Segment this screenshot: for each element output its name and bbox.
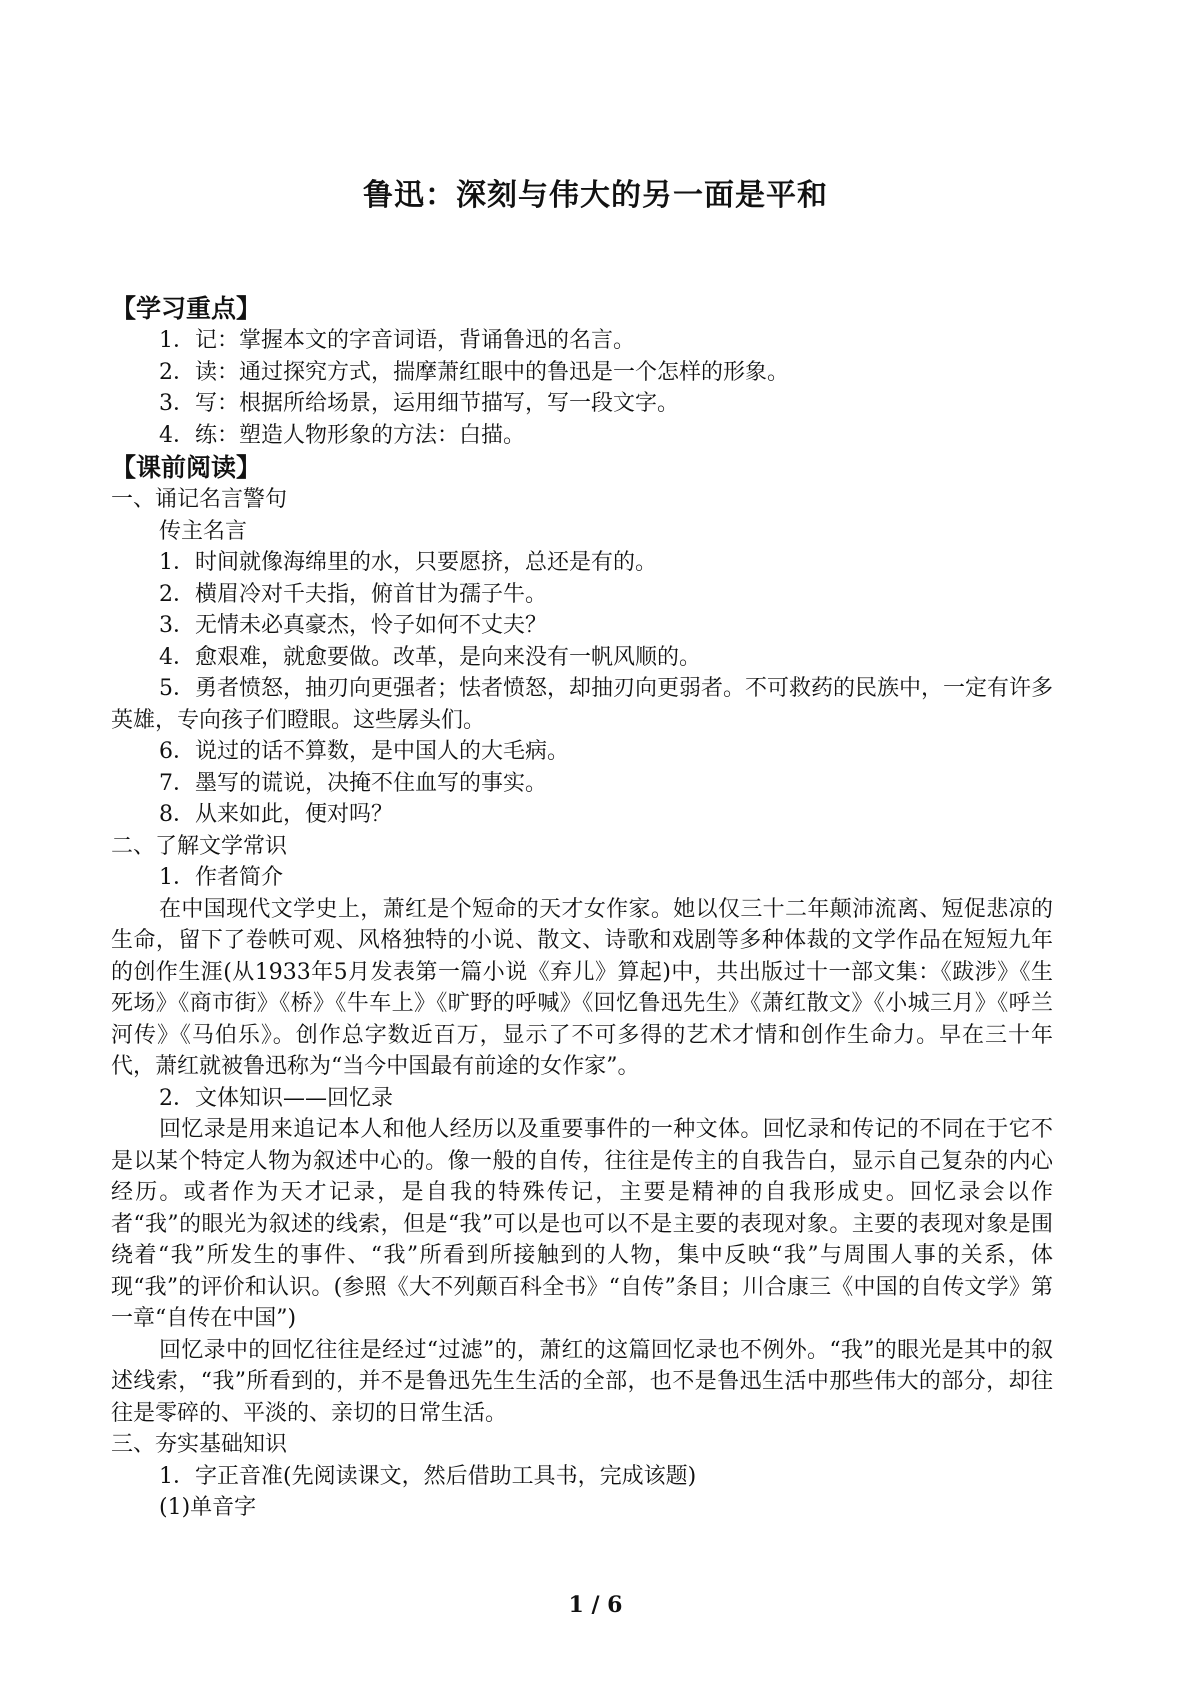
author-intro-paragraph: 在中国现代文学史上，萧红是个短命的天才女作家。她以仅三十二年颠沛流离、短促悲凉的生命，留下了卷帙可观、风格独特的小说、散文、诗歌和戏剧等多种体裁的文学作品在短短九年的创作生涯(从1933年5月发表第一篇小说《弃儿》算起)中，共出版过十一部文集：《跋涉》《生死场》《商市街》《桥》《牛车上》《旷野的呼喊》《回忆鲁迅先生》《萧红散文》《小城三月》《呼兰河传》《马伯乐》。创作总字数近百万，显示了不可多得的艺术才情和创作生命力。早在三十年代，萧红就被鲁迅称为“当今中国最有前途的女作家”。 <box>111 896 1053 1079</box>
section-heading-pre-reading: 【课前阅读】 <box>111 453 262 482</box>
study-focus-item: 4．练：塑造人物形象的方法：白描。 <box>159 422 525 448</box>
study-focus-item: 2．读：通过探究方式，揣摩萧红眼中的鲁迅是一个怎样的形象。 <box>159 359 789 385</box>
quote-item: 1．时间就像海绵里的水，只要愿挤，总还是有的。 <box>159 550 657 575</box>
quote-item: 6．说过的话不算数，是中国人的大毛病。 <box>159 739 569 764</box>
subsection-heading-literary-knowledge: 二、了解文学常识 <box>111 833 288 859</box>
study-focus-item: 1．记：掌握本文的字音词语，背诵鲁迅的名言。 <box>159 328 635 353</box>
quote-item: 8．从来如此，便对吗？ <box>159 802 393 827</box>
genre-heading: 2．文体知识——回忆录 <box>159 1085 393 1111</box>
author-intro-heading: 1．作者简介 <box>159 865 283 890</box>
document-body <box>111 292 1053 1524</box>
quote-item: 5．勇者愤怒，抽刃向更强者；怯者愤怒，却抽刃向更弱者。不可救药的民族中，一定有许多英雄，专向孩子们瞪眼。这些孱头们。 <box>111 676 1054 733</box>
quote-item: 7．墨写的谎说，决掩不住血写的事实。 <box>159 770 547 796</box>
quote-item: 2．横眉冷对千夫指，俯首甘为孺子牛。 <box>159 581 547 607</box>
basics-subitem: (1)单音字 <box>159 1495 257 1520</box>
quotes-subtitle: 传主名言 <box>159 518 248 544</box>
section-heading-study-focus: 【学习重点】 <box>111 294 262 323</box>
quote-item: 4．愈艰难，就愈要做。改革，是向来没有一帆风顺的。 <box>159 644 701 670</box>
page-number: 1 / 6 <box>568 1592 623 1618</box>
subsection-heading-quotes: 一、诵记名言警句 <box>111 487 288 512</box>
subsection-heading-basics: 三、夯实基础知识 <box>111 1432 288 1457</box>
quote-item: 3．无情未必真豪杰，怜子如何不丈夫？ <box>159 613 547 638</box>
genre-paragraph: 回忆录中的回忆往往是经过“过滤”的，萧红的这篇回忆录也不例外。“我”的眼光是其中的叙述线索，“我”所看到的，并不是鲁迅先生生活的全部，也不是鲁迅生活中那些伟大的部分，却往往是零碎的、平淡的、亲切的日常生活。 <box>111 1337 1053 1426</box>
genre-paragraph: 回忆录是用来追记本人和他人经历以及重要事件的一种文体。回忆录和传记的不同在于它不是以某个特定人物为叙述中心的。像一般的自传，往往是传主的自我告白，显示自己复杂的内心经历。或者作为天才记录，是自我的特殊传记，主要是精神的自我形成史。回忆录会以作者“我”的眼光为叙述的线索，但是“我”可以是也可以不是主要的表现对象。主要的表现对象是围绕着“我”所发生的事件、“我”所看到所接触到的人物，集中反映“我”与周围人事的关系，体现“我”的评价和认识。(参照《大不列颠百科全书》“自传”条目；川合康三《中国的自传文学》第一章“自传在中国”) <box>111 1117 1053 1331</box>
page-title: 鲁迅：深刻与伟大的另一面是平和 <box>363 178 828 213</box>
basics-item: 1．字正音准(先阅读课文，然后借助工具书，完成该题) <box>159 1463 697 1489</box>
study-focus-item: 3．写：根据所给场景，运用细节描写，写一段文字。 <box>159 391 679 416</box>
